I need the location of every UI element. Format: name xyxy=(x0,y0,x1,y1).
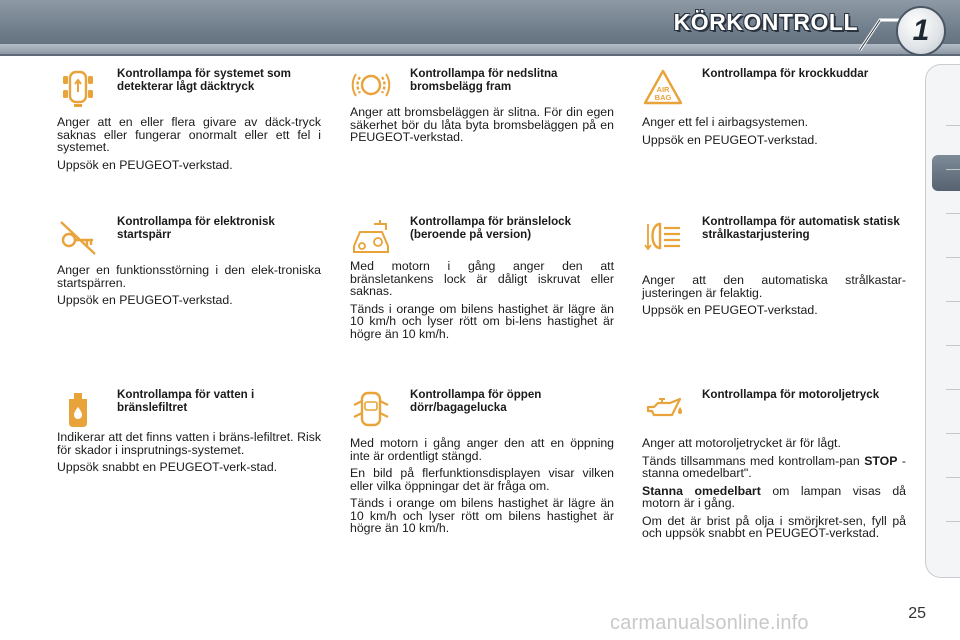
tab-divider xyxy=(946,477,960,478)
section-title: Kontrollampa för vatten i bränslefiltret xyxy=(117,388,255,414)
tire-pressure-icon xyxy=(57,68,99,108)
body-paragraph: Uppsök en PEUGEOT-verkstad. xyxy=(642,132,818,147)
headlamp-leveling-icon xyxy=(642,216,684,256)
body-paragraph: Uppsök snabbt en PEUGEOT-verk-stad. xyxy=(57,460,278,474)
tab-divider xyxy=(946,257,960,258)
section-title: Kontrollampa för bränslelock (beroende på version) xyxy=(410,215,572,241)
page-number: 25 xyxy=(908,605,926,622)
body-paragraph: Tänds i orange om bilens hastighet är lägre än 10 km/h och lyser rött om bilens hastighet är högre än 10 km/h. xyxy=(350,496,614,535)
body-paragraph: Anger en funktionsstörning i den elek-troniska startspärren. xyxy=(57,263,321,290)
watermark: carmanualsonline.info xyxy=(610,612,809,634)
body-paragraph: Anger att en eller flera givare av däck-tryck saknas eller fungerar onormalt eller ett fel i systemet. xyxy=(57,115,321,154)
section-title: Kontrollampa för öppen dörr/bagagelucka xyxy=(410,388,542,414)
tab-divider xyxy=(946,125,960,126)
tab-divider xyxy=(946,301,960,302)
body-paragraph: Anger att motoroljetrycket är för lågt. xyxy=(642,436,841,450)
tab-divider xyxy=(946,521,960,522)
svg-text:BAG: BAG xyxy=(654,93,672,102)
active-chapter-tab[interactable] xyxy=(932,155,960,191)
tab-divider xyxy=(946,345,960,346)
tab-divider xyxy=(946,433,960,434)
body-paragraph: Tänds i orange om bilens hastighet är lägre än 10 km/h och lyser rött om bi-lens hastighet är högre än 10 km/h. xyxy=(350,301,614,341)
body-paragraph: Tänds tillsammans med kontrollam-pan STOP - stanna omedelbart". xyxy=(642,453,907,480)
door-open-icon xyxy=(350,389,392,429)
section-body xyxy=(642,116,906,151)
section-body xyxy=(57,116,321,176)
section-title: Kontrollampa för motoroljetryck xyxy=(702,388,880,401)
body-paragraph: Om det är brist på olja i smörjkret-sen, fyll på och uppsök snabbt en PEUGEOT-verkstad. xyxy=(642,513,906,540)
page-title: KÖRKONTROLL xyxy=(673,9,858,35)
tab-divider xyxy=(946,213,960,214)
chapter-tabs xyxy=(925,64,960,578)
section-title: Kontrollampa för krockkuddar xyxy=(702,67,869,80)
section-body xyxy=(642,274,906,322)
tab-divider xyxy=(946,169,960,170)
body-paragraph: En bild på flerfunktionsdisplayen visar vilken eller vilka öppningar det är fråga om. xyxy=(350,466,614,493)
water-in-fuel-icon xyxy=(57,389,99,429)
emphasis-text: Stanna omedelbart xyxy=(642,483,761,498)
body-paragraph: Uppsök en PEUGEOT-verkstad. xyxy=(57,293,233,307)
svg-text:AIR: AIR xyxy=(656,85,670,94)
body-paragraph: Anger att den automatiska strålkastar-justeringen är felaktig. xyxy=(642,273,906,300)
body-paragraph: Indikerar att det finns vatten i bräns-lefiltret. Risk för skador i insprutnings-systemet. xyxy=(57,430,321,457)
section-body xyxy=(350,106,614,149)
section-body xyxy=(350,260,614,345)
header-band xyxy=(0,44,960,54)
body-paragraph: Med motorn i gång anger den att en öppning inte är ordentligt stängd. xyxy=(350,436,614,463)
section-body xyxy=(350,437,614,540)
brake-pad-icon xyxy=(350,68,392,108)
immobiliser-key-icon xyxy=(57,216,99,256)
section-body xyxy=(642,437,906,545)
body-paragraph: Anger att bromsbeläggen är slitna. För din egen säkerhet bör du låta byta bromsbeläggen på en PEUGEOT-verkstad. xyxy=(350,105,614,144)
body-paragraph: Med motorn i gång anger den att bränsletankens lock är dåligt iskruvat eller saknas. xyxy=(350,259,614,298)
section-title: Kontrollampa för automatisk statisk strålkastarjustering xyxy=(702,215,900,241)
airbag-icon xyxy=(642,68,684,108)
fuel-cap-icon xyxy=(350,216,392,256)
body-paragraph: Uppsök en PEUGEOT-verkstad. xyxy=(642,303,818,317)
section-title: Kontrollampa för elektronisk startspärr xyxy=(117,215,275,241)
emphasis-text: STOP xyxy=(864,453,898,468)
section-body xyxy=(57,264,321,312)
chapter-number-badge: 1 xyxy=(896,6,946,56)
section-title: Kontrollampa för nedslitna bromsbelägg fram xyxy=(410,67,558,93)
body-paragraph: Uppsök en PEUGEOT-verkstad. xyxy=(57,157,233,172)
oil-pressure-icon xyxy=(642,389,684,429)
tab-divider xyxy=(946,389,960,390)
section-title: Kontrollampa för systemet som detekterar lågt däcktryck xyxy=(117,67,291,93)
section-body xyxy=(57,431,321,479)
body-paragraph: Stanna omedelbart om lampan visas då motorn är i gång. xyxy=(642,483,906,510)
body-paragraph: Anger ett fel i airbagsystemen. xyxy=(642,115,809,129)
